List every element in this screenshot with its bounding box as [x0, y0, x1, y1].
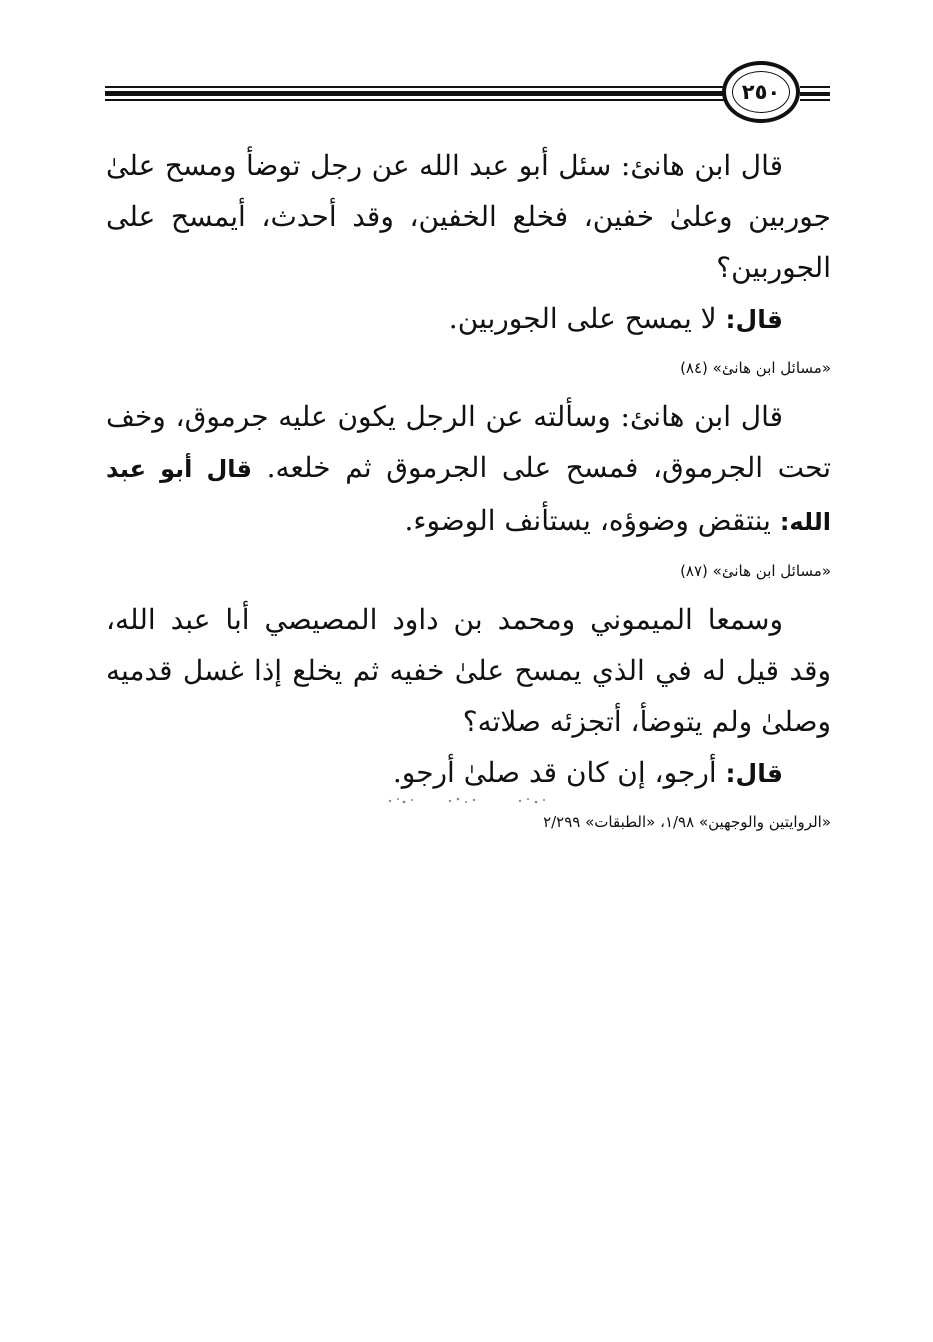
paragraph-5: [106, 747, 831, 799]
speaker-label: قال أبو عبد الله:: [106, 455, 831, 536]
paragraph-text: وسألته عن الرجل يكون عليه جرموق، وخف تحت الجرموق، فمسح على الجرموق ثم خلعه.: [106, 400, 831, 484]
paragraph-text: ينتقض وضوؤه، يستأنف الوضوء.: [404, 504, 780, 537]
paragraph-prefix: قال ابن هانئ:: [611, 149, 784, 182]
header-rule: [800, 99, 830, 101]
paragraph-text: سئل أبو عبد الله عن رجل توضأ ومسح علىٰ جوربين وعلىٰ خفين، فخلع الخفين، وقد أحدث، أيمسح على الجوربين؟: [106, 149, 831, 284]
source-citation: «مسائل ابن هانئ» (٨٧): [680, 562, 831, 580]
header-rule: [800, 92, 830, 96]
paragraph-text: أرجو، إن كان قد صلىٰ أرجو.: [392, 756, 726, 789]
header-rule: [105, 86, 740, 88]
header-rule: [105, 91, 740, 96]
header-rule: [105, 99, 740, 101]
page-number: ٢٥٠: [741, 80, 781, 104]
paragraph-prefix: قال ابن هانئ:: [610, 400, 783, 433]
paragraph-text: لا يمسح على الجوربين.: [448, 302, 726, 335]
page-body: [106, 140, 831, 833]
paragraph-4: وسمعا الميموني ومحمد بن داود المصيصي أبا عبد الله، وقد قيل له في الذي يمسح علىٰ خفيه ثم يخلع إذا غسل قدميه وصلىٰ ولم يتوضأ، أتجزئه صلاته؟: [106, 603, 831, 738]
ornament-marks: [389, 798, 545, 804]
paragraph-1: [106, 140, 831, 293]
speaker-label: قال:: [725, 305, 783, 334]
source-citation: «مسائل ابن هانئ» (٨٤): [680, 359, 831, 377]
section-end-ornament: [370, 794, 570, 808]
paragraph-2: [106, 293, 831, 345]
paragraph-3: [106, 391, 831, 548]
speaker-label: قال:: [725, 759, 783, 788]
header-rule: [800, 86, 830, 88]
page-header: [0, 0, 933, 140]
page-number-badge: [722, 61, 800, 123]
source-citation: «الروايتين والوجهين» ١/٩٨، «الطبقات» ٢/٢٩٩: [543, 813, 831, 831]
